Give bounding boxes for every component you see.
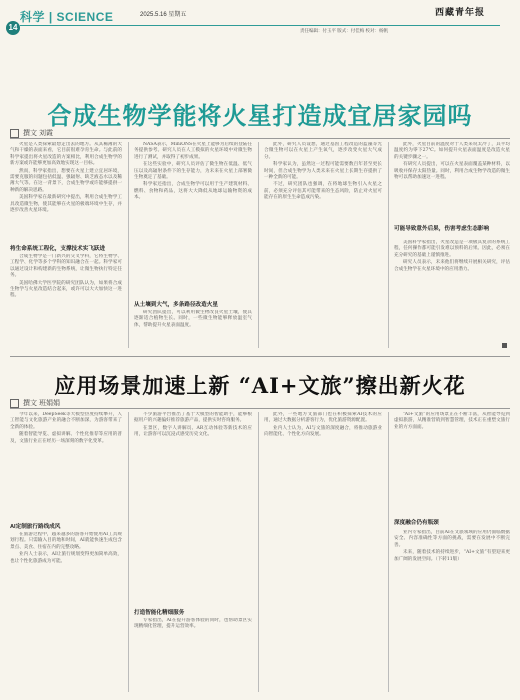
article1-col4b (394, 240, 510, 346)
section-title: 科学 | SCIENCE (20, 10, 114, 24)
column-divider (388, 412, 389, 692)
column-divider (258, 142, 259, 348)
article1-col2 (134, 142, 252, 298)
article2-subhead2: 打造智能化精细服务 (134, 610, 185, 616)
article2-col2b (134, 618, 252, 692)
paragraph: 研究团队提出，可以利用微生物改良火星土壤，使其逐渐适合植物生长。同时，一些微生物能够释放温室气体，帮助提升火星表面温度。 (134, 310, 252, 328)
paragraph: “AI+文旅”的应用场景正在不断丰富，从智能导览到虚拟旅游，从精准营销到智慧管理，技术正在重塑文旅行业的方方面面。 (394, 412, 510, 430)
paragraph: 在景区，数字人讲解员、AR互动体验等新技术的应用，让游客可以沉浸式感受历史文化。 (134, 425, 252, 438)
article2-subhead1: AI定制旅行路线成风 (10, 524, 61, 530)
paragraph: 业内人士表示，AI让旅行规划变得更加简单高效，也让个性化旅游成为可能。 (10, 552, 122, 564)
article2-headline: 应用场景加速上新 “AI+文旅”擦出新火花 (54, 373, 466, 398)
paragraph: 研究人员表示，未来他们将继续开展相关研究，评估合成生物学在火星环境中的应用潜力。 (394, 260, 510, 272)
paragraph: 专家指出，AI在提升游客体验的同时，也帮助景区实现精细化管理，提升运营效率。 (134, 618, 252, 630)
article1-headline: 合成生物学能将火星打造成宜居家园吗 (47, 102, 473, 130)
article2-subhead3: 深度融合仍有瓶颈 (394, 520, 439, 526)
article1-subhead2: 从土壤到大气，多条路径改造火星 (134, 302, 218, 308)
article1-col4 (394, 142, 510, 222)
article1-col1 (10, 142, 122, 242)
issue-date: 2025.5.16 星期五 (140, 12, 187, 18)
paragraph: 在这些实验中，研究人员评估了微生物在低温、低气压以及高辐射条件下的生存能力，为未来在火星上部署微生物奠定了基础。 (134, 162, 252, 181)
article2-col3 (264, 412, 382, 692)
article2-col1b (10, 532, 122, 692)
paragraph: 业内专家指出，目前AI在文旅领域的应用仍面临数据安全、内容准确性等方面的挑战，需要在发展中不断完善。 (394, 530, 510, 548)
paragraph: 美国哈佛大学医学院的研究团队认为，如果将合成生物学与火星改造结合起来，或许可以大大加快这一进程。 (10, 280, 122, 299)
article2-col4 (394, 412, 510, 512)
paragraph: 今年以来，DeepSeek等大模型热度持续攀升，人工智能与文化旅游产业的融合不断加深，为游客带来了全新的体验。 (10, 412, 122, 430)
paragraph: 业内人士认为，AI与文旅的深度融合，将推动旅游业向智能化、个性化方向发展。 (264, 425, 382, 438)
page-header (0, 0, 520, 40)
paragraph: 不少旅游平台推出了基于大模型的智能助手，能够根据用户的兴趣偏好推荐旅游产品，提供实时咨询服务。 (134, 412, 252, 424)
article2-top-rule (10, 408, 510, 409)
paragraph: 不过，研究团队也强调，在将地球生物引入火星之前，必须充分评估其可能带来的生态风险，防止对火星可能存在的原生生命造成污染。 (264, 182, 382, 201)
article1-col2b (134, 310, 252, 350)
article1-col1b (10, 254, 122, 350)
column-divider (128, 142, 129, 348)
pen-icon (10, 129, 19, 138)
article2-col2 (134, 412, 252, 606)
column-divider (128, 412, 129, 692)
paragraph: NASA表示，MiniONS在火星上能够为后续的登陆任务提供参考。研究人员在人工模拟的火星环境中对微生物进行了测试，并取得了初步成果。 (134, 142, 252, 160)
article2-byline-text: 撰文 班娟娟 (23, 400, 60, 407)
paragraph: 随着智能导览、虚拟讲解、个性化推荐等应用的普及，文旅行业正在经历一场深刻的数字化变革。 (10, 432, 122, 444)
article1-subhead3: 可能导致意外后果，伤害考虑生态影响 (394, 226, 490, 232)
paragraph: 然而，科学家指出，想要在火星上建立宜居环境，需要克服的问题包括低温、强辐射、缺乏液态水以及稀薄大气等。在这一背景下，合成生物学或许能够提供一种新的解决思路。 (10, 168, 122, 193)
column-divider (388, 142, 389, 348)
article1-col3 (264, 142, 382, 350)
header-rule (20, 25, 500, 26)
page-number: 14 (6, 21, 20, 35)
paragraph: 合成生物学是一门新兴的交叉学科，它将生物学、工程学、化学等多个学科的知识融合在一起。科学家可以通过设计和构建新的生物系统，让微生物执行特定任务。 (10, 254, 122, 279)
paragraph: 未来，随着技术的持续进步，“AI+文旅”有望迎来更加广阔的发展空间。（下转11版） (394, 550, 510, 562)
column-divider (258, 412, 259, 692)
article1-top-rule (10, 138, 510, 139)
end-mark-icon (502, 343, 507, 348)
paragraph: 科学家认为，虽然这一过程可能需要数百年甚至更长时间，但合成生物学为人类未来在火星上长期生存提供了一种全新的可能。 (264, 162, 382, 181)
paragraph: 有研究人员提出，可以在火星表面覆盖某种材料，以吸收并保存太阳热量。同时，利用合成生物学改造的微生物可以帮助加速这一进程。 (394, 162, 510, 181)
article2-byline (10, 398, 60, 408)
paragraph: 在旅游过程中，越来越多的游客开始使用AI工具规划行程。只需输入目的地和时间，AI就能快速生成包含景点、美食、住宿在内的完整攻略。 (10, 532, 122, 550)
paragraph: 美国科学家在最新研究中提出，利用合成生物学工具改造微生物，使其能够在火星的极端环境中生存，并逐步改善火星环境。 (10, 195, 122, 214)
paragraph: 此外，一些地方文旅部门也在积极探索AI技术的应用，通过大数据分析游客行为，优化旅游资源配置。 (264, 412, 382, 424)
paragraph: 此外，研究人员设想，通过基因工程改造的蓝藻等光合微生物可以在火星上产生氧气，逐步改变火星大气成分。 (264, 142, 382, 160)
paragraph: 美国科学家指出，火星改造是一项极其复杂的系统工程，任何操作都可能引发难以预料的后果。因此，必须在充分研究的基础上谨慎推进。 (394, 240, 510, 258)
editor-credits: 责任编辑：付玉平 版式：付佳梅 校对：杨帆 (300, 28, 388, 33)
article2-col4b (394, 530, 510, 692)
newspaper-brand: 西藏青年报 (435, 7, 486, 17)
paragraph: 火星是人类探索最想走出去的地方。从其稀薄的大气和干燥的表面来看，它目前很难孕育生命。与此前的科学家提出将火星改造的方案相比，利用合成生物学的新方案或许能够更加高效地实现这一目标。 (10, 142, 122, 167)
article2-col1 (10, 412, 122, 520)
pen-icon (10, 399, 19, 408)
article1-byline (10, 128, 53, 138)
article1-subhead1: 将生命系统工程化，支撑技术实飞跃进 (10, 246, 106, 252)
paragraph: 此外，火星目前的温度对于人类来说太冷了，其平均温度约为零下27℃。如何提升火星表面温度是改造火星的关键步骤之一。 (394, 142, 510, 160)
paragraph: 科学家还指出，合成生物学可以用于生产建筑材料、燃料、食物和药品，这将大大降低从地球运输物资的成本。 (134, 182, 252, 201)
article-separator (10, 356, 510, 357)
article1-byline-text: 撰文 刘霞 (23, 130, 53, 137)
